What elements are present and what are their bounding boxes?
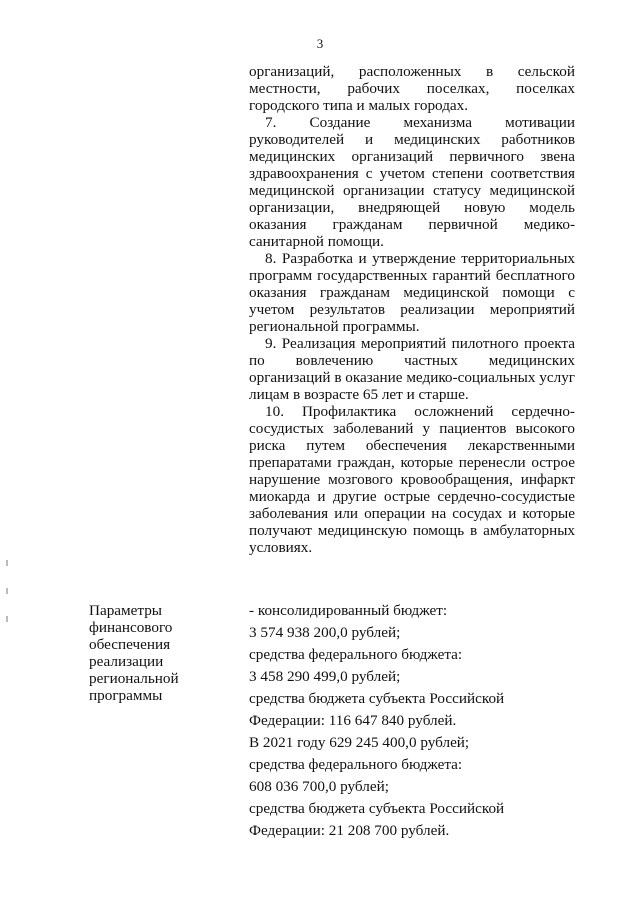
financing-values [249, 600, 579, 842]
measure-item-7: 7. Создание механизма мотивации руководителей и медицинских работников медицинских организаций первичного звена здравоохранения с учетом степени соответствия медицинской организации статусу медицинской организации, внедряющей новую модель оказания гражданам первичной медико-санитарной помощи. [249, 114, 575, 250]
scan-margin-marks [6, 560, 8, 660]
scan-mark [6, 616, 8, 622]
financing-line: 608 036 700,0 рублей; [249, 778, 389, 795]
financing-line: средства бюджета субъекта Российской [249, 800, 505, 817]
financing-label-line: региональной [89, 670, 179, 687]
financing-label [89, 602, 209, 704]
financing-line: средства бюджета субъекта Российской [249, 690, 505, 707]
financing-line: 3 574 938 200,0 рублей; [249, 624, 401, 641]
measure-item-10: 10. Профилактика осложнений сердечно-сосудистых заболеваний у пациентов высокого риска путем обеспечения лекарственными препаратами граждан, которые перенесли острое нарушение мозгового кровообращения, инфаркт миокарда и другие острые сердечно-сосудистые заболевания или операции на сосудах и которые получают медицинскую помощь в амбулаторных условиях. [249, 403, 575, 556]
financing-line: Федерации: 116 647 840 рублей. [249, 712, 457, 729]
scan-mark [6, 588, 8, 594]
financing-label-line: реализации [89, 653, 164, 670]
financing-line: В 2021 году 629 245 400,0 рублей; [249, 734, 470, 751]
page-number: 3 [316, 36, 324, 51]
financing-label-line: Параметры [89, 602, 163, 619]
financing-line: Федерации: 21 208 700 рублей. [249, 822, 450, 839]
financing-label-line: программы [89, 687, 163, 704]
financing-line: 3 458 290 499,0 рублей; [249, 668, 401, 685]
measure-item-8: 8. Разработка и утверждение территориальных программ государственных гарантий бесплатного оказания гражданам медицинской помощи с учетом результатов реализации мероприятий региональной программы. [249, 250, 575, 335]
financing-label-line: финансового [89, 619, 173, 636]
measure-item-9: 9. Реализация мероприятий пилотного проекта по вовлечению частных медицинских организаций в оказание медико-социальных услуг лицам в возрасте 65 лет и старше. [249, 335, 576, 403]
financing-line: средства федерального бюджета: [249, 646, 463, 663]
financing-label-line: обеспечения [89, 636, 171, 653]
financing-line: - консолидированный бюджет: [249, 602, 448, 619]
financing-line: средства федерального бюджета: [249, 756, 463, 773]
continuation-paragraph: организаций, расположенных в сельской местности, рабочих поселках, поселках городского типа и малых городах. [249, 63, 575, 114]
measures-list [249, 63, 575, 556]
scan-mark [6, 560, 8, 566]
